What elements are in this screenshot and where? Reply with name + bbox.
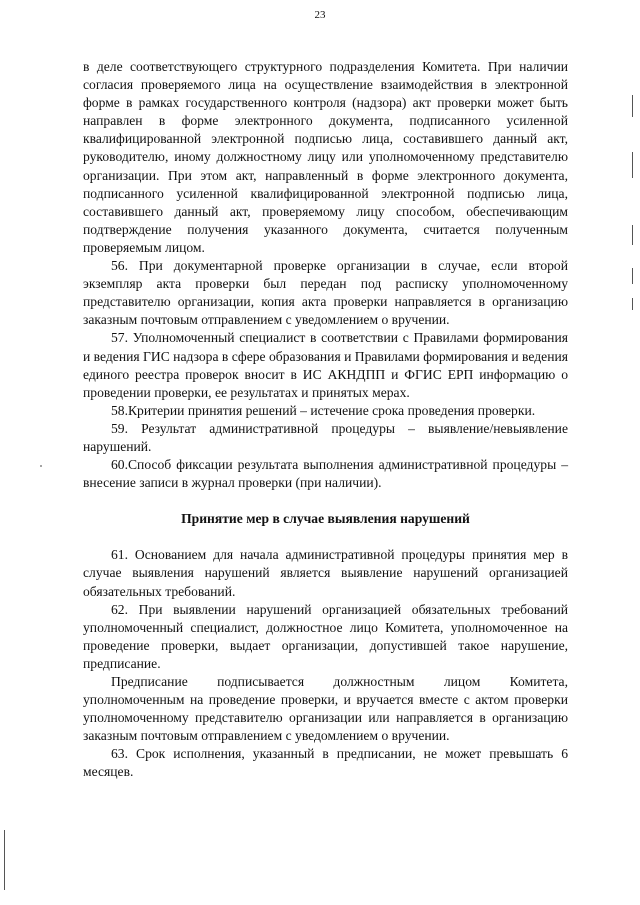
scan-margin-mark	[632, 298, 633, 310]
paragraph-60: 60.Способ фиксации результата выполнения административной процедуры – внесение записи в журнал проверки (при наличии).	[83, 457, 568, 491]
section-heading: Принятие мер в случае выявления нарушений	[181, 511, 470, 527]
paragraph-61: 61. Основанием для начала административной процедуры принятия мер в случае выявления нарушений является выявление нарушений организацией обязательных требований.	[83, 547, 568, 599]
paragraph-continuation: в деле соответствующего структурного подразделения Комитета. При наличии согласия проверяемого лица на осуществление взаимодействия в электронной форме в рамках государственного контроля (надзора) акт проверки может быть направлен в форме электронного документа, подписанного усиленной квалифицированной электронной подписью лица, составившего данный акт, руководителю, иному должностному лицу или уполномоченному представителю организации. При этом акт, направленный в форме электронного документа, подписанного усиленной квалифицированной электронной подписью лица, составившего данный акт, проверяемому лицу способом, обеспечивающим подтверждение получения указанного документа, считается полученным проверяемым лицом.	[83, 59, 568, 255]
paragraph-59: 59. Результат административной процедуры – выявление/невыявление нарушений.	[83, 420, 568, 454]
scan-margin-mark	[632, 225, 633, 245]
page-number: 23	[314, 9, 326, 21]
scan-margin-mark	[632, 268, 633, 284]
scan-margin-mark	[4, 830, 5, 890]
scan-margin-mark	[632, 95, 633, 117]
paragraph-56: 56. При документарной проверке организации в случае, если второй экземпляр акта проверки был передан под расписку уполномоченному представителю организации, копия акта проверки направляется в организацию заказным почтовым отправлением с уведомлением о вручении.	[83, 258, 568, 328]
scan-margin-mark	[632, 152, 633, 178]
paragraph-prescription: Предписание подписывается должностным лицом Комитета, уполномоченным на проведение проверки, и вручается вместе с актом проверки уполномоченному представителю организации или направляется в организацию заказным почтовым отправлением с уведомлением о вручении.	[83, 674, 568, 744]
paragraph-58: 58.Критерии принятия решений – истечение срока проведения проверки.	[111, 402, 536, 418]
paragraph-63: 63. Срок исполнения, указанный в предписании, не может превышать 6 месяцев.	[83, 746, 568, 780]
paragraph-57: 57. Уполномоченный специалист в соответствии с Правилами формирования и ведения ГИС надзора в сфере образования и Правилами формирования и ведения единого реестра проверок вносит в ИС АКНДПП и ФГИС ЕРП информацию о проведении проверки, ее результатах и принятых мерах.	[83, 330, 568, 400]
paragraph-62: 62. При выявлении нарушений организацией обязательных требований уполномоченный специалист, должностное лицо Комитета, уполномоченное на проведение проверки, выдает организации, допустившей такое нарушение, предписание.	[83, 601, 568, 671]
document-body	[83, 58, 568, 782]
scan-dot	[40, 465, 42, 467]
